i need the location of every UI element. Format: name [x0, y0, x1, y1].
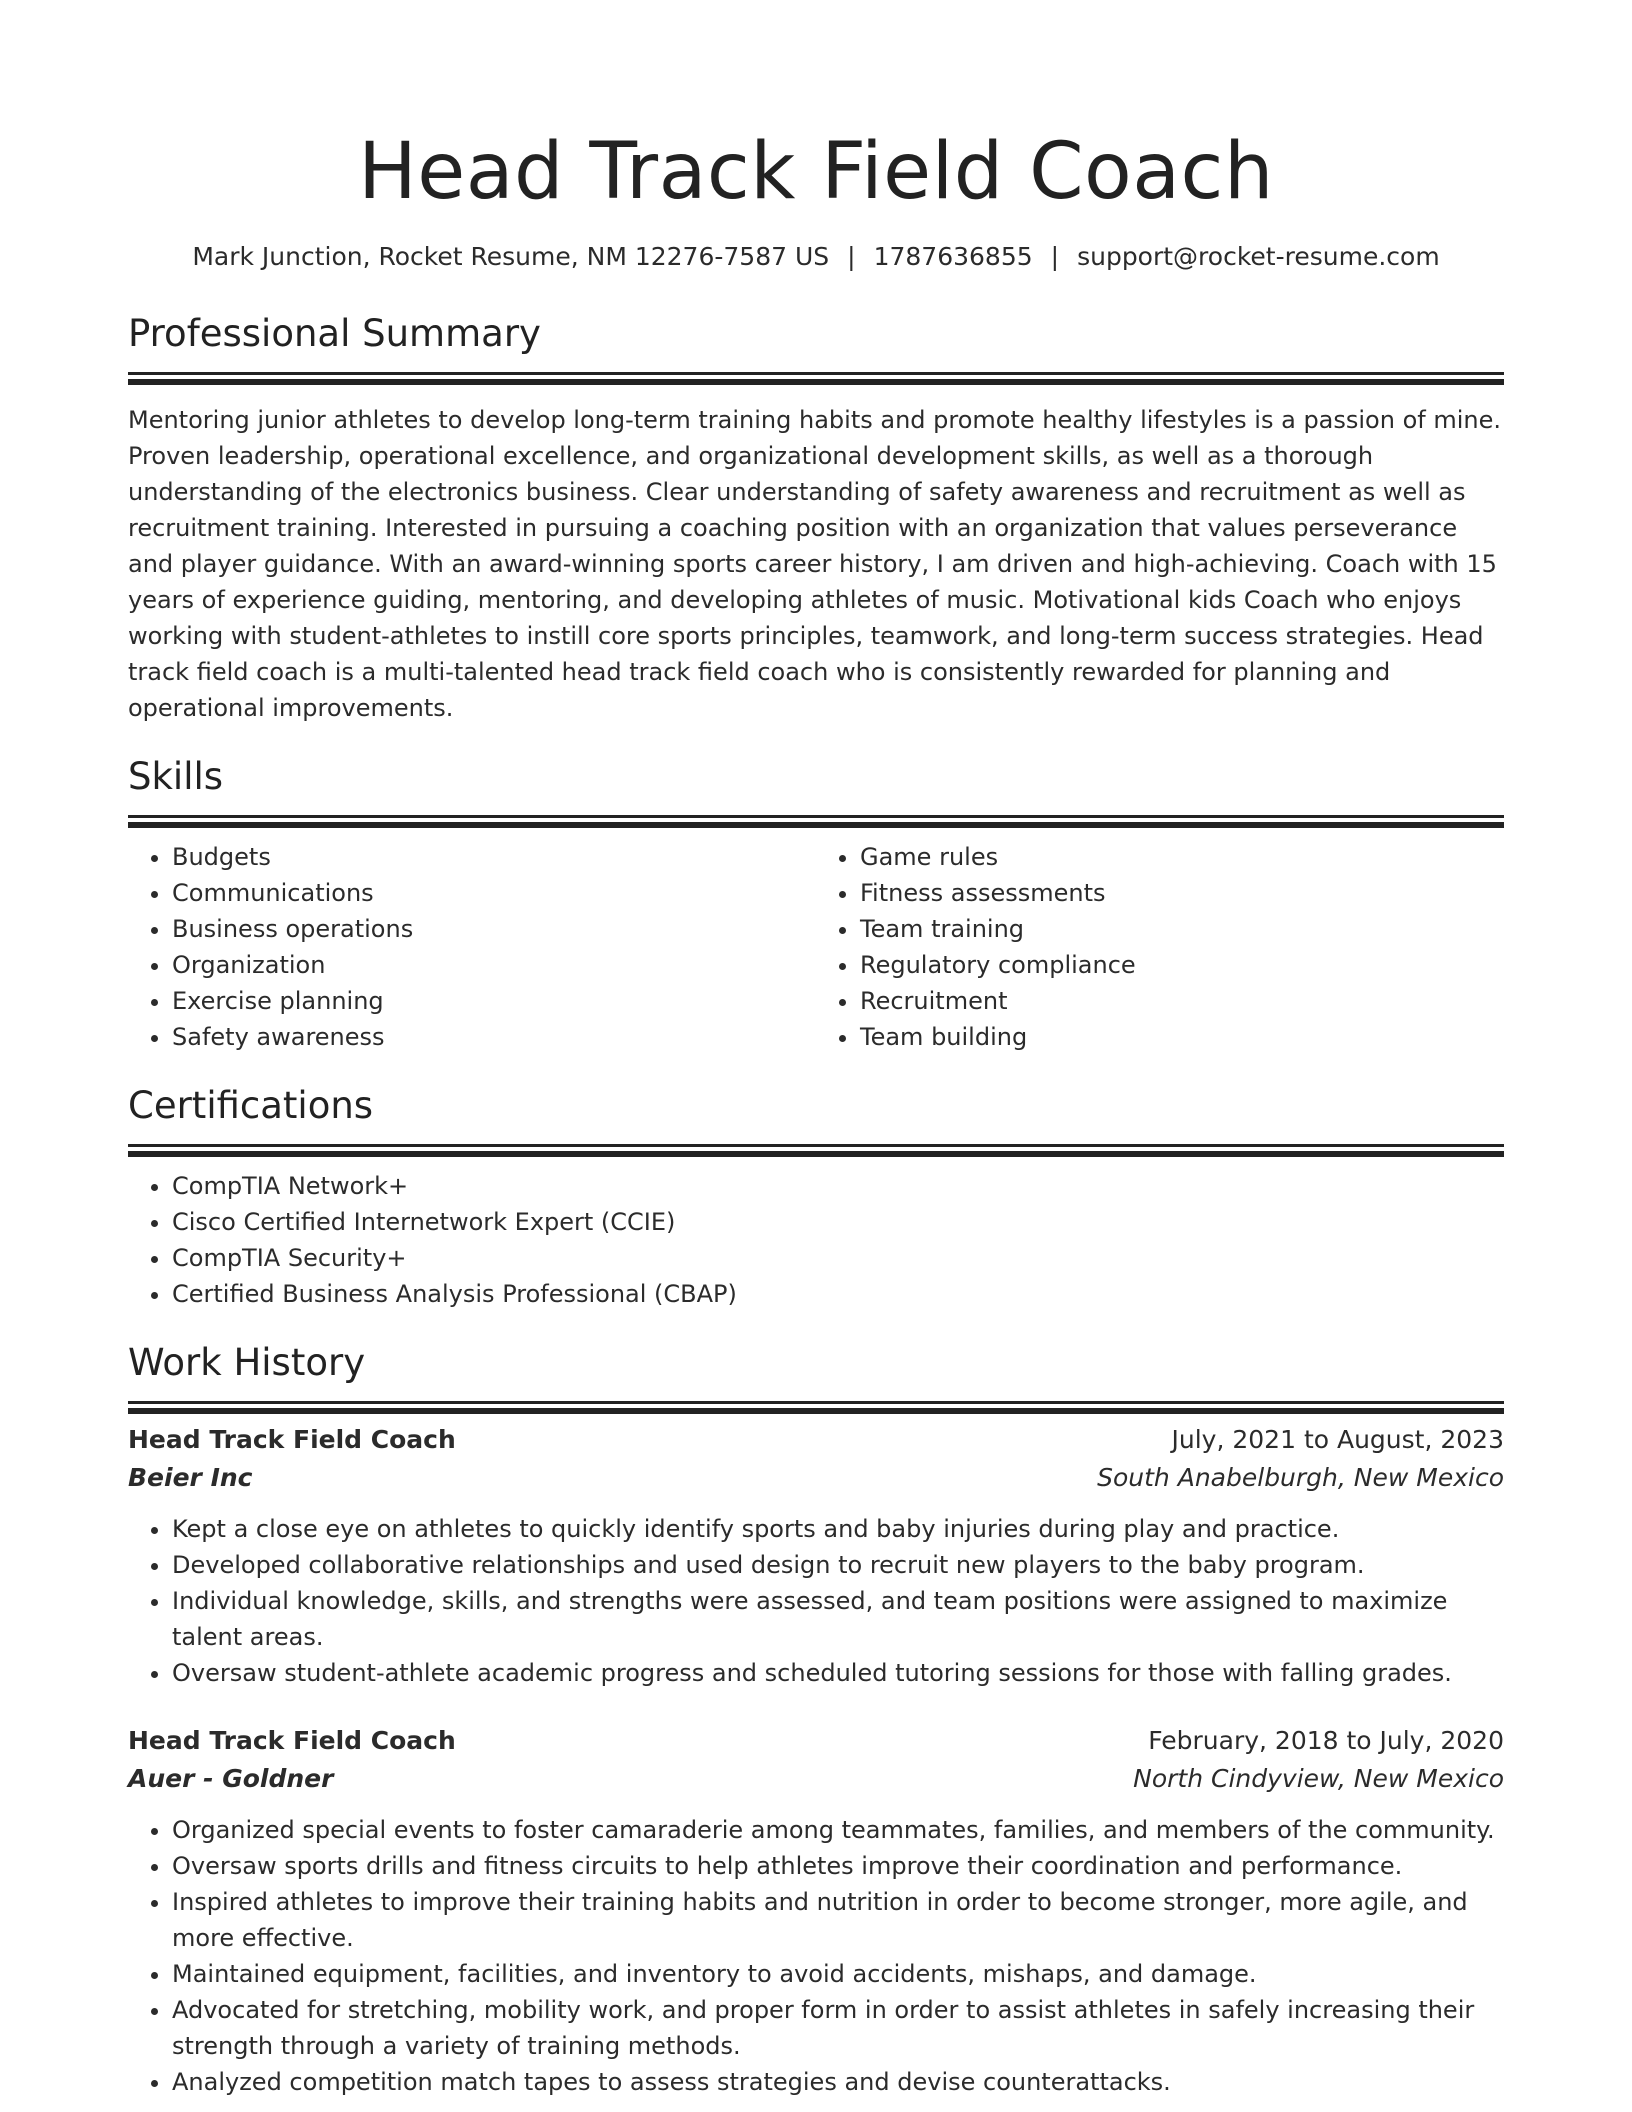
- section-title-skills: Skills: [128, 755, 224, 798]
- job-bullet: • Kept a close eye on athletes to quickly identify sports and baby injuries during play and practice.: [172, 1511, 1504, 1547]
- contact-separator: |: [847, 242, 856, 271]
- certification-item: • Certified Business Analysis Professional (CBAP): [172, 1276, 1504, 1312]
- skills-list-left: [128, 839, 816, 1055]
- job-title: Head Track Field Coach: [128, 1726, 456, 1755]
- skill-item: • Fitness assessments: [860, 875, 1504, 911]
- skill-item: • Regulatory compliance: [860, 947, 1504, 983]
- skill-item: • Budgets: [172, 839, 816, 875]
- skills-list-right: [816, 839, 1504, 1055]
- job-header: [128, 1421, 1504, 1459]
- candidate-name: Head Track Field Coach: [358, 127, 1274, 217]
- skill-item: • Business operations: [172, 911, 816, 947]
- skill-item: • Exercise planning: [172, 983, 816, 1019]
- resume-header: [128, 124, 1504, 274]
- job-bullets: [128, 1511, 1504, 1691]
- certification-item: • Cisco Certified Internetwork Expert (CCIE): [172, 1204, 1504, 1240]
- job-bullet: • Maintained equipment, facilities, and inventory to avoid accidents, mishaps, and damage.: [172, 1956, 1504, 1992]
- job-title: Head Track Field Coach: [128, 1425, 456, 1454]
- job-bullet: • Advocated for stretching, mobility work, and proper form in order to assist athletes in safely increasing their strength through a variety of training methods.: [172, 1992, 1504, 2064]
- job-bullet: • Analyzed competition match tapes to assess strategies and devise counterattacks.: [172, 2064, 1504, 2100]
- skills-columns: [128, 839, 1504, 1055]
- job-dates: February, 2018 to July, 2020: [1148, 1726, 1504, 1755]
- skill-item: • Safety awareness: [172, 1019, 816, 1055]
- job-location: South Anabelburgh, New Mexico: [1097, 1463, 1504, 1492]
- summary-paragraph: Mentoring junior athletes to develop long-term training habits and promote healthy lifestyles is a passion of mine. Proven leadership, operational excellence, and organizational development skills, as well as a thorough understanding of the electronics business. Clear understanding of safety awareness and recruitment as well as recruitment training. Interested in pursuing a coaching position with an organization that values perseverance and player guidance. With an award-winning sports career history, I am driven and high-achieving. Coach with 15 years of experience guiding, mentoring, and developing athletes of music. Motivational kids Coach who enjoys working with student-athletes to instill core sports principles, teamwork, and long-term success strategies. Head track field coach is a multi-talented head track field coach who is consistently rewarded for planning and operational improvements.: [128, 406, 1501, 722]
- skills-section: [128, 753, 1504, 1055]
- job-header: [128, 1722, 1504, 1760]
- certification-item: • CompTIA Network+: [172, 1168, 1504, 1204]
- job-subheader: [128, 1459, 1504, 1497]
- job-bullet: • Oversaw student-athlete academic progress and scheduled tutoring sessions for those with falling grades.: [172, 1655, 1504, 1691]
- skill-item: • Game rules: [860, 839, 1504, 875]
- job-dates: July, 2021 to August, 2023: [1171, 1425, 1504, 1454]
- job-bullets: [128, 1812, 1504, 2100]
- skill-item: • Organization: [172, 947, 816, 983]
- section-title-summary: Professional Summary: [128, 312, 541, 355]
- skill-item: • Team training: [860, 911, 1504, 947]
- job-bullet: • Individual knowledge, skills, and strengths were assessed, and team positions were assigned to maximize talent areas.: [172, 1583, 1504, 1655]
- skill-item: • Team building: [860, 1019, 1504, 1055]
- job-company: Beier Inc: [128, 1463, 253, 1492]
- job-bullet: • Inspired athletes to improve their training habits and nutrition in order to become stronger, more agile, and more effective.: [172, 1884, 1504, 1956]
- certifications-list: [128, 1168, 1504, 1312]
- job-subheader: [128, 1760, 1504, 1798]
- job-location: North Cindyview, New Mexico: [1133, 1764, 1504, 1793]
- section-title-work-history: Work History: [128, 1341, 366, 1384]
- work-history-section: [128, 1339, 1504, 2100]
- section-divider: [128, 815, 1504, 818]
- contact-phone: 1787636855: [873, 242, 1033, 271]
- section-title-certifications: Certifications: [128, 1084, 374, 1127]
- job-entry: [128, 1722, 1504, 2100]
- contact-email: support@rocket-resume.com: [1077, 242, 1440, 271]
- job-entry: [128, 1421, 1504, 1691]
- section-divider: [128, 372, 1504, 375]
- skill-item: • Recruitment: [860, 983, 1504, 1019]
- contact-address: Mark Junction, Rocket Resume, NM 12276-7587 US: [192, 242, 830, 271]
- job-bullet: • Organized special events to foster camaraderie among teammates, families, and members of the community.: [172, 1812, 1504, 1848]
- summary-section: [128, 310, 1504, 726]
- job-company: Auer - Goldner: [128, 1764, 334, 1793]
- section-divider: [128, 1401, 1504, 1404]
- section-divider: [128, 1144, 1504, 1147]
- job-bullet: • Oversaw sports drills and fitness circuits to help athletes improve their coordination and performance.: [172, 1848, 1504, 1884]
- resume-page: [128, 0, 1504, 2100]
- contact-separator: |: [1050, 242, 1060, 271]
- contact-line: [128, 240, 1504, 274]
- certifications-section: [128, 1082, 1504, 1312]
- job-bullet: • Developed collaborative relationships and used design to recruit new players to the baby program.: [172, 1547, 1504, 1583]
- skill-item: • Communications: [172, 875, 816, 911]
- certification-item: • CompTIA Security+: [172, 1240, 1504, 1276]
